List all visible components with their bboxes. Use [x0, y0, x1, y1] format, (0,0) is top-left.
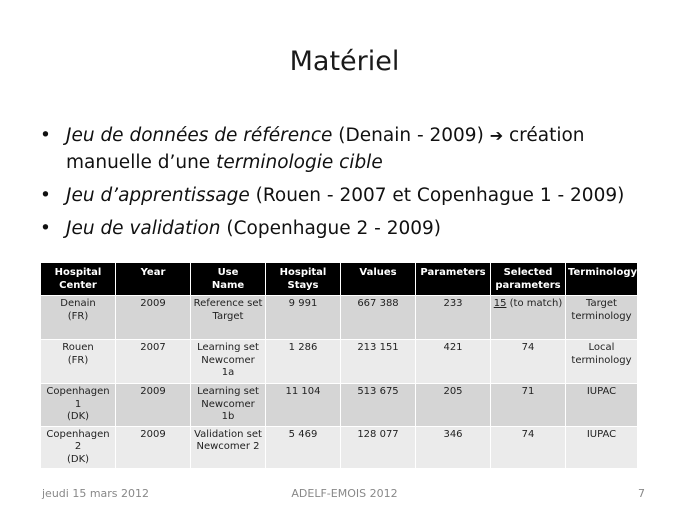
- cell-parameters: 233: [416, 296, 491, 340]
- bullet-italic-text: Jeu de données de référence: [66, 125, 333, 146]
- bullet-italic-text: Jeu de validation: [66, 218, 221, 239]
- header-values: Values: [341, 263, 416, 296]
- cell-year: 2009: [116, 384, 191, 427]
- cell-values: 513 675: [341, 384, 416, 427]
- footer-date: jeudi 15 mars 2012: [42, 487, 150, 500]
- cell-stays: 9 991: [266, 296, 341, 340]
- cell-values: 213 151: [341, 340, 416, 384]
- bullet-item-reference: [40, 122, 660, 176]
- right-arrow-icon: ➔: [489, 126, 504, 145]
- cell-selected: 15 (to match): [491, 296, 566, 340]
- cell-stays: 11 104: [266, 384, 341, 427]
- cell-year: 2009: [116, 296, 191, 340]
- cell-year: 2007: [116, 340, 191, 384]
- cell-year: 2009: [116, 426, 191, 469]
- cell-terminology: Local terminology: [566, 340, 638, 384]
- data-table: [40, 262, 638, 469]
- bullet-list: [40, 122, 660, 248]
- cell-selected: 71: [491, 384, 566, 427]
- header-hospital-stays: Hospital Stays: [266, 263, 341, 296]
- cell-selected: 74: [491, 340, 566, 384]
- bullet-dot-icon: •: [40, 218, 51, 239]
- header-hospital-center: Hospital Center: [41, 263, 116, 296]
- cell-stays: 1 286: [266, 340, 341, 384]
- cell-selected: 74: [491, 426, 566, 469]
- cell-center: Copenhagen 1 (DK): [41, 384, 116, 427]
- bullet-dot-icon: •: [40, 185, 51, 206]
- cell-values: 667 388: [341, 296, 416, 340]
- header-selected-parameters: Selected parameters: [491, 263, 566, 296]
- cell-use: Validation set Newcomer 2: [191, 426, 266, 469]
- header-use-name: Use Name: [191, 263, 266, 296]
- footer-page-number: 7: [638, 487, 645, 500]
- bullet-text: (Copenhague 2 - 2009): [220, 218, 442, 239]
- bullet-item-validation: [40, 215, 660, 242]
- bullet-italic-text: Jeu d’apprentissage: [66, 185, 250, 206]
- cell-use: Reference set Target: [191, 296, 266, 340]
- bullet-dot-icon: •: [40, 125, 51, 146]
- header-parameters: Parameters: [416, 263, 491, 296]
- cell-values: 128 077: [341, 426, 416, 469]
- header-terminology: Terminology: [566, 263, 638, 296]
- cell-parameters: 205: [416, 384, 491, 427]
- table-row: [41, 296, 638, 340]
- bullet-italic-text-2: terminologie cible: [216, 152, 383, 173]
- cell-parameters: 421: [416, 340, 491, 384]
- cell-stays: 5 469: [266, 426, 341, 469]
- table-row: [41, 340, 638, 384]
- slide-title: Matériel: [289, 46, 400, 77]
- cell-terminology: Target terminology: [566, 296, 638, 340]
- cell-center: Rouen (FR): [41, 340, 116, 384]
- bullet-item-learning: [40, 182, 660, 209]
- cell-center: Denain (FR): [41, 296, 116, 340]
- table-header-row: [41, 263, 638, 296]
- table-row: [41, 384, 638, 427]
- cell-terminology: IUPAC: [566, 426, 638, 469]
- bullet-text: (Rouen - 2007 et Copenhague 1 - 2009): [249, 185, 625, 206]
- cell-terminology: IUPAC: [566, 384, 638, 427]
- bullet-text-after: création manuelle d’une: [66, 125, 585, 173]
- bullet-text: (Denain - 2009): [332, 125, 490, 146]
- cell-use: Learning set Newcomer 1a: [191, 340, 266, 384]
- cell-center: Copenhagen 2 (DK): [41, 426, 116, 469]
- cell-use: Learning set Newcomer 1b: [191, 384, 266, 427]
- header-year: Year: [116, 263, 191, 296]
- footer-event: ADELF-EMOIS 2012: [291, 487, 398, 500]
- cell-parameters: 346: [416, 426, 491, 469]
- table-row: [41, 426, 638, 469]
